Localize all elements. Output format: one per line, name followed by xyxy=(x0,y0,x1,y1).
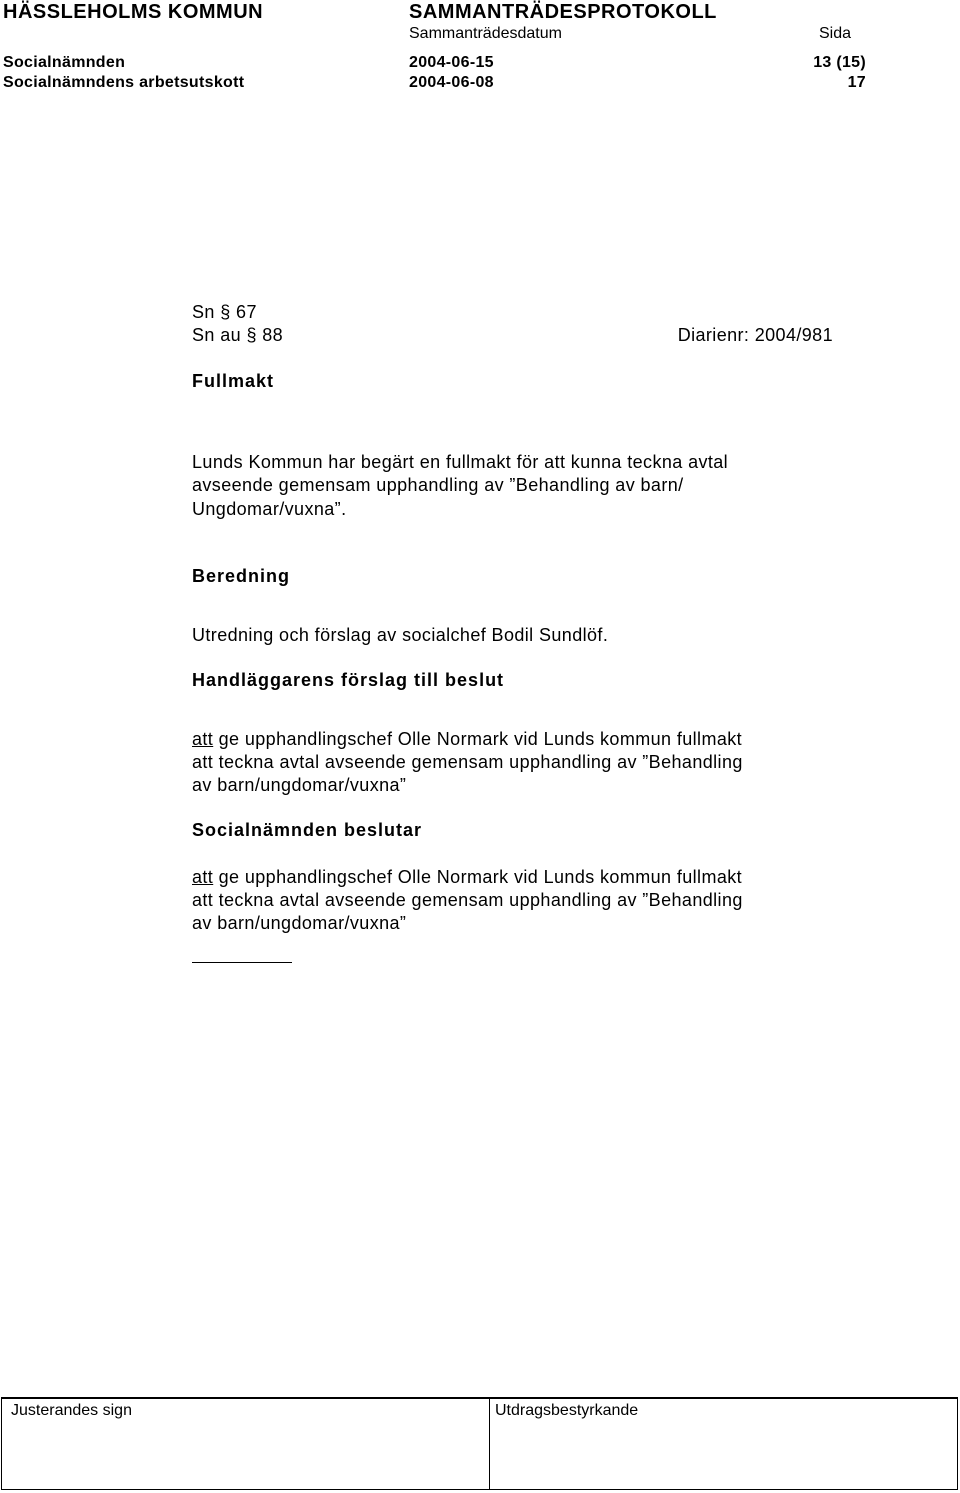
signature-box xyxy=(1,1397,958,1490)
intro-line-1: Lunds Kommun har begärt en fullmakt för att kunna teckna avtal xyxy=(192,452,729,472)
decision-heading: Socialnämnden beslutar xyxy=(192,820,423,840)
page-label: Sida xyxy=(819,25,852,42)
decision-line-1 xyxy=(192,866,742,890)
header-date-arbetsutskott: 2004-06-08 xyxy=(409,74,494,91)
proposal-line-1-text: ge upphandlingschef Olle Normark vid Lunds kommun fullmakt xyxy=(213,729,743,749)
decision-line-1-text: ge upphandlingschef Olle Normark vid Lunds kommun fullmakt xyxy=(213,867,743,887)
proposal-line-1 xyxy=(192,728,742,752)
justerandes-sign-label: Justerandes sign xyxy=(11,1402,132,1419)
beredning-text: Utredning och förslag av socialchef Bodil Sundlöf. xyxy=(192,625,609,645)
utdragsbestyrkande-label: Utdragsbestyrkande xyxy=(495,1402,639,1419)
proposal-line-2: att teckna avtal avseende gemensam upphandling av ”Behandling xyxy=(192,752,743,772)
protocol-title: SAMMANTRÄDESPROTOKOLL xyxy=(409,1,717,23)
header-page-socialnamnden: 13 (15) xyxy=(813,54,866,71)
date-label: Sammanträdesdatum xyxy=(409,25,562,42)
municipality-name: HÄSSLEHOLMS KOMMUN xyxy=(3,1,264,23)
decision-att: att xyxy=(192,867,214,887)
proposal-heading: Handläggarens förslag till beslut xyxy=(192,670,505,690)
sn-paragraph: Sn § 67 xyxy=(192,302,257,322)
proposal-line-3: av barn/ungdomar/vuxna” xyxy=(192,775,407,795)
footer-divider xyxy=(489,1399,490,1489)
sn-au-paragraph: Sn au § 88 xyxy=(192,325,284,345)
decision-line-3: av barn/ungdomar/vuxna” xyxy=(192,913,407,933)
beredning-heading: Beredning xyxy=(192,566,291,586)
header-date-socialnamnden: 2004-06-15 xyxy=(409,54,494,71)
header-body-arbetsutskott: Socialnämndens arbetsutskott xyxy=(3,74,245,91)
intro-line-2: avseende gemensam upphandling av ”Behandling av barn/ xyxy=(192,475,684,495)
header-body-socialnamnden: Socialnämnden xyxy=(3,54,126,71)
header-page-arbetsutskott: 17 xyxy=(847,74,866,91)
proposal-att: att xyxy=(192,729,214,749)
decision-line-2: att teckna avtal avseende gemensam upphandling av ”Behandling xyxy=(192,890,743,910)
intro-line-3: Ungdomar/vuxna”. xyxy=(192,499,347,519)
diarienummer: Diarienr: 2004/981 xyxy=(677,325,833,345)
end-rule xyxy=(192,962,292,963)
case-title: Fullmakt xyxy=(192,371,275,391)
